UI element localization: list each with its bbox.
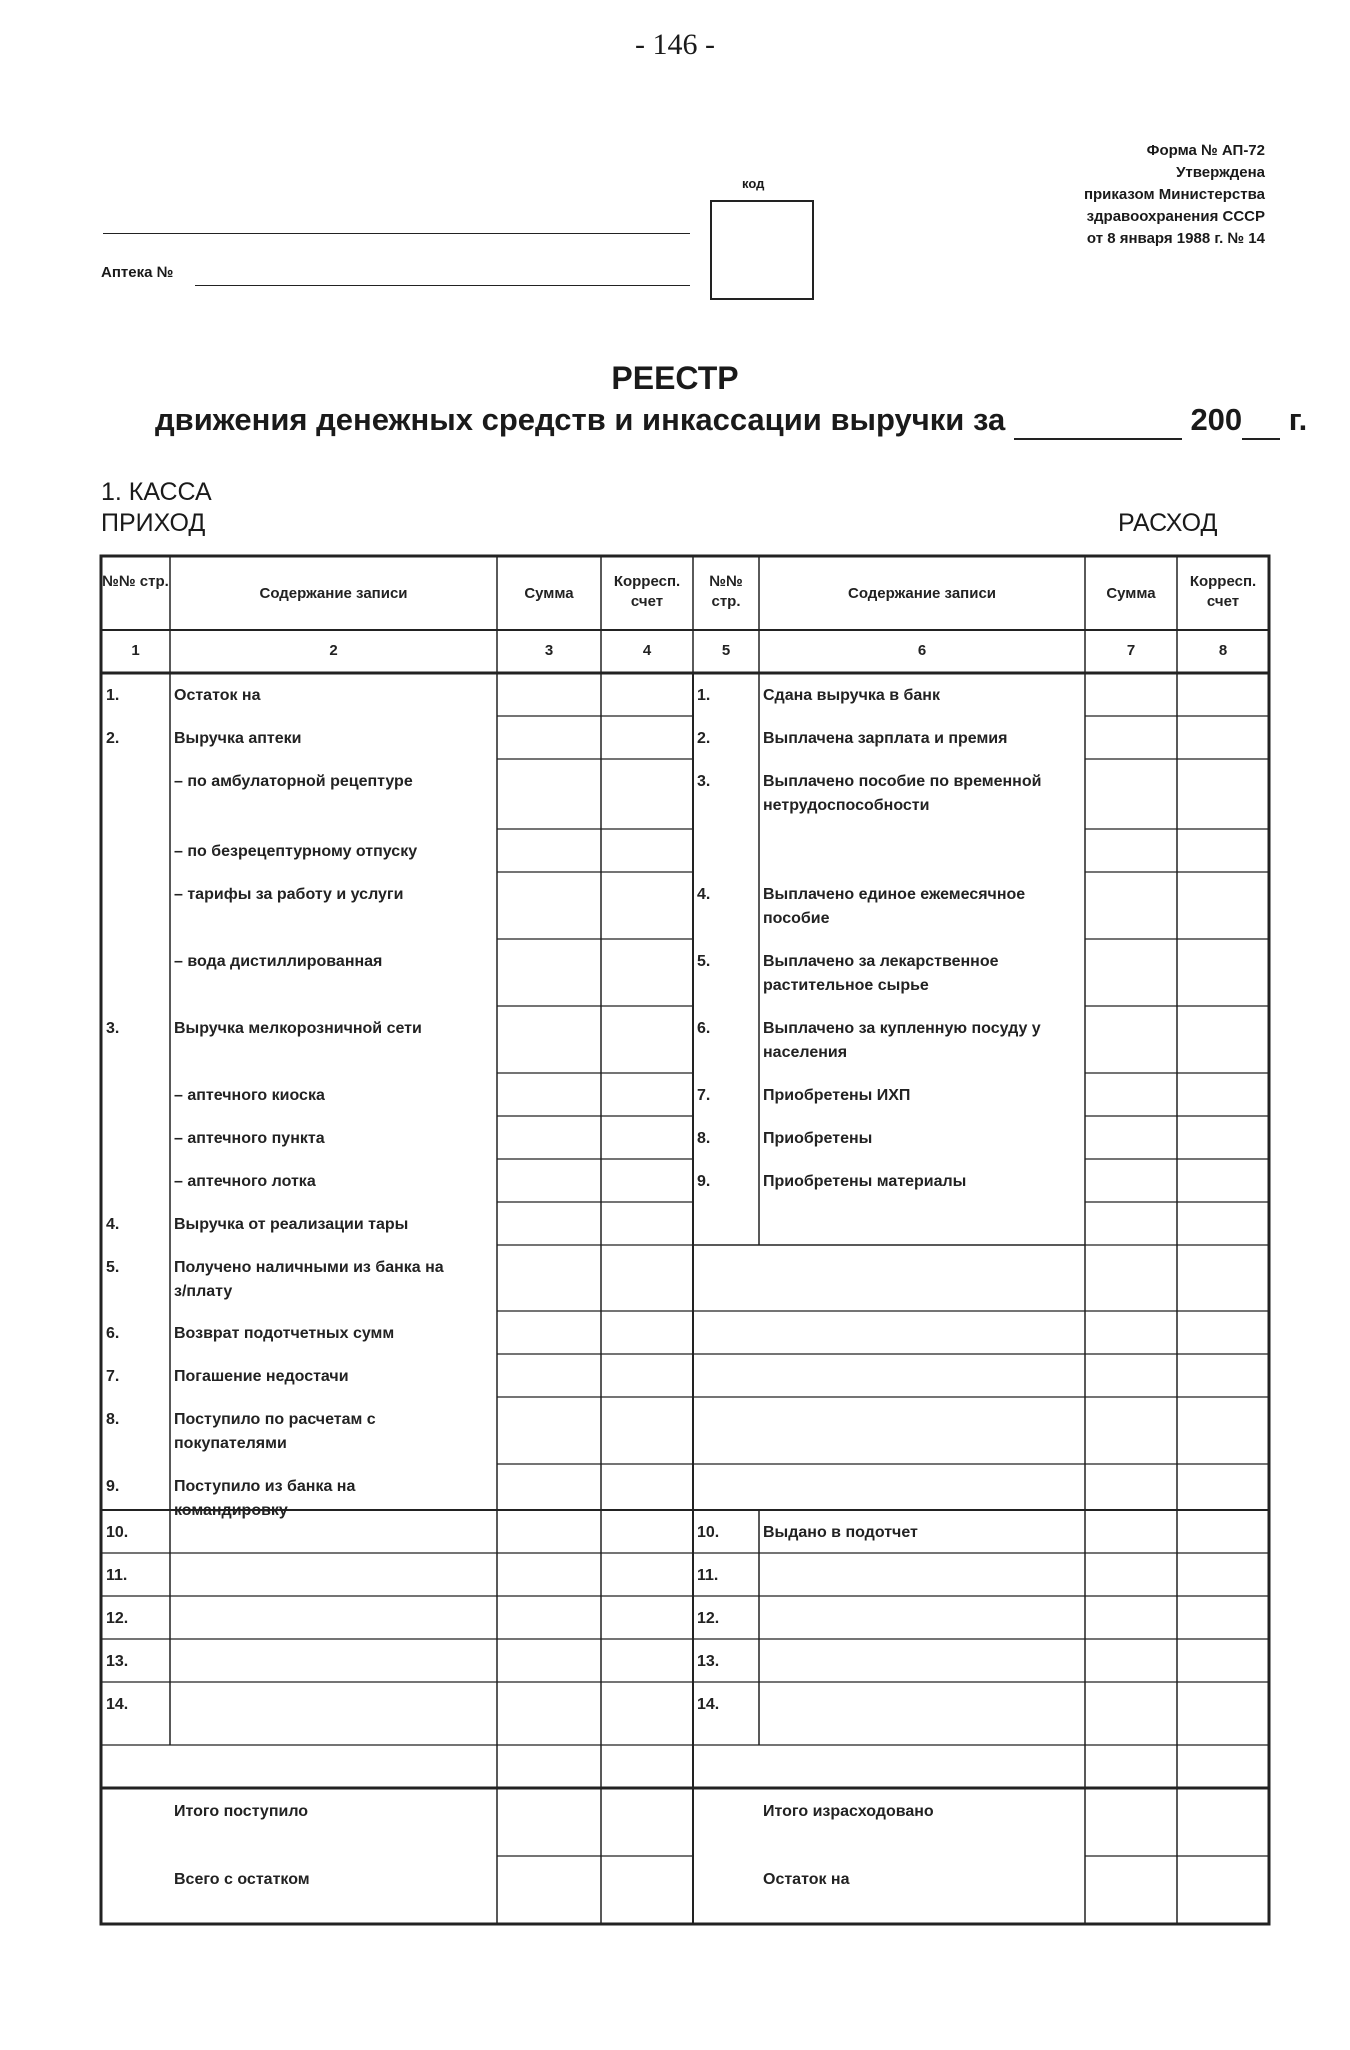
header-sum-income: Сумма xyxy=(524,585,574,602)
expense-row-number: 14. xyxy=(697,1696,720,1713)
order-date: от 8 января 1988 г. № 14 xyxy=(1086,230,1265,247)
expense-row-text: Приобретены материалы xyxy=(763,1173,967,1190)
expense-row-text: Сдана выручка в банк xyxy=(763,687,940,704)
expense-row-number: 4. xyxy=(697,886,711,903)
expense-row-text: Выплачено за купленную посуду у населения xyxy=(763,1020,1041,1061)
income-row-text: Получено наличными из банка на з/плату xyxy=(174,1259,444,1300)
section-title: 1. КАССА xyxy=(101,478,212,506)
expense-row-number: 9. xyxy=(697,1173,711,1190)
expense-row-number: 10. xyxy=(697,1524,720,1541)
page-number: - 146 - xyxy=(635,28,715,61)
income-row-text: – аптечного лотка xyxy=(174,1173,316,1190)
header-line-no-income: №№ стр. xyxy=(102,573,169,590)
income-row-text: Выручка мелкорозничной сети xyxy=(174,1020,422,1037)
income-row-text: – тарифы за работу и услуги xyxy=(174,886,404,903)
expense-row-number: 3. xyxy=(697,773,711,790)
income-row-text: Выручка аптеки xyxy=(174,730,302,747)
order-line-2: здравоохранения СССР xyxy=(1086,208,1265,225)
income-total-label: Итого поступило xyxy=(174,1803,309,1820)
income-row-number: 6. xyxy=(106,1325,120,1342)
income-label: ПРИХОД xyxy=(101,509,206,537)
expense-balance-label: Остаток на xyxy=(763,1871,850,1888)
income-row-number: 7. xyxy=(106,1368,120,1385)
expense-label: РАСХОД xyxy=(1118,509,1218,537)
expense-row-number: 7. xyxy=(697,1087,711,1104)
expense-row-number: 8. xyxy=(697,1130,711,1147)
header-account-income: Корресп. счет xyxy=(613,573,681,610)
column-number: 3 xyxy=(544,642,554,659)
income-row-number: 4. xyxy=(106,1216,120,1233)
column-number: 4 xyxy=(642,642,652,659)
income-row-text: Погашение недостачи xyxy=(174,1368,349,1385)
subtitle-text: движения денежных средств и инкассации выручки за xyxy=(155,402,1006,437)
expense-row-number: 5. xyxy=(697,953,711,970)
expense-row-number: 6. xyxy=(697,1020,711,1037)
expense-row-number: 12. xyxy=(697,1610,720,1627)
expense-row-text: Приобретены ИХП xyxy=(763,1087,911,1104)
income-row-number: 1. xyxy=(106,687,120,704)
income-row-number: 5. xyxy=(106,1259,120,1276)
expense-row-number: 1. xyxy=(697,687,711,704)
income-row-text: Выручка от реализации тары xyxy=(174,1216,409,1233)
approved-label: Утверждена xyxy=(1176,164,1265,181)
expense-total-label: Итого израсходовано xyxy=(763,1803,934,1820)
income-with-balance-label: Всего с остатком xyxy=(174,1871,310,1888)
income-row-text: – вода дистиллированная xyxy=(174,953,383,970)
expense-row-number: 2. xyxy=(697,730,711,747)
income-row-number: 14. xyxy=(106,1696,129,1713)
income-row-text: Поступило из банка на командировку xyxy=(174,1478,356,1519)
column-number: 1 xyxy=(131,642,140,659)
income-row-text: Возврат подотчетных сумм xyxy=(174,1325,395,1342)
pharmacy-label: Аптека № xyxy=(101,264,174,281)
expense-row-number: 11. xyxy=(697,1567,719,1584)
column-number: 2 xyxy=(329,642,338,659)
header-sum-expense: Сумма xyxy=(1106,585,1156,602)
expense-row-text: Выдано в подотчет xyxy=(763,1524,918,1541)
income-row-text: – аптечного киоска xyxy=(174,1087,325,1104)
subtitle-year: 200 xyxy=(1190,402,1243,437)
header-account-expense: Корресп. счет xyxy=(1189,573,1257,610)
income-row-number: 3. xyxy=(106,1020,120,1037)
income-row-text: Поступило по расчетам с покупателями xyxy=(174,1411,376,1452)
header-content-expense: Содержание записи xyxy=(847,585,997,602)
document-title: РЕЕСТР xyxy=(611,360,739,396)
income-row-number: 10. xyxy=(106,1524,129,1541)
income-row-number: 9. xyxy=(106,1478,120,1495)
income-row-text: – по безрецептурному отпуску xyxy=(174,843,418,860)
income-row-text: Остаток на xyxy=(174,687,261,704)
expense-row-text: Приобретены xyxy=(763,1130,873,1147)
order-line-1: приказом Министерства xyxy=(1083,186,1265,203)
income-row-number: 13. xyxy=(106,1653,129,1670)
income-row-text: – по амбулаторной рецептуре xyxy=(174,773,413,790)
expense-row-text: Выплачена зарплата и премия xyxy=(763,730,1008,747)
header-line-no-expense: №№ стр. xyxy=(709,573,743,610)
income-row-number: 12. xyxy=(106,1610,129,1627)
expense-row-text: Выплачено единое ежемесячное пособие xyxy=(763,886,1026,927)
income-row-number: 2. xyxy=(106,730,120,747)
income-row-number: 11. xyxy=(106,1567,128,1584)
column-number: 5 xyxy=(721,642,731,659)
code-label: код xyxy=(742,176,765,191)
column-number: 7 xyxy=(1126,642,1136,659)
header-content-income: Содержание записи xyxy=(259,585,408,602)
column-number: 6 xyxy=(917,642,927,659)
income-row-text: – аптечного пункта xyxy=(174,1130,325,1147)
expense-row-text: Выплачено пособие по временной нетрудоспособности xyxy=(763,773,1042,814)
subtitle-suffix: г. xyxy=(1288,402,1308,437)
form-number: Форма № АП-72 xyxy=(1146,142,1265,159)
column-number: 8 xyxy=(1218,642,1228,659)
expense-row-text: Выплачено за лекарственное растительное сырье xyxy=(763,953,999,994)
expense-row-number: 13. xyxy=(697,1653,720,1670)
income-row-number: 8. xyxy=(106,1411,120,1428)
